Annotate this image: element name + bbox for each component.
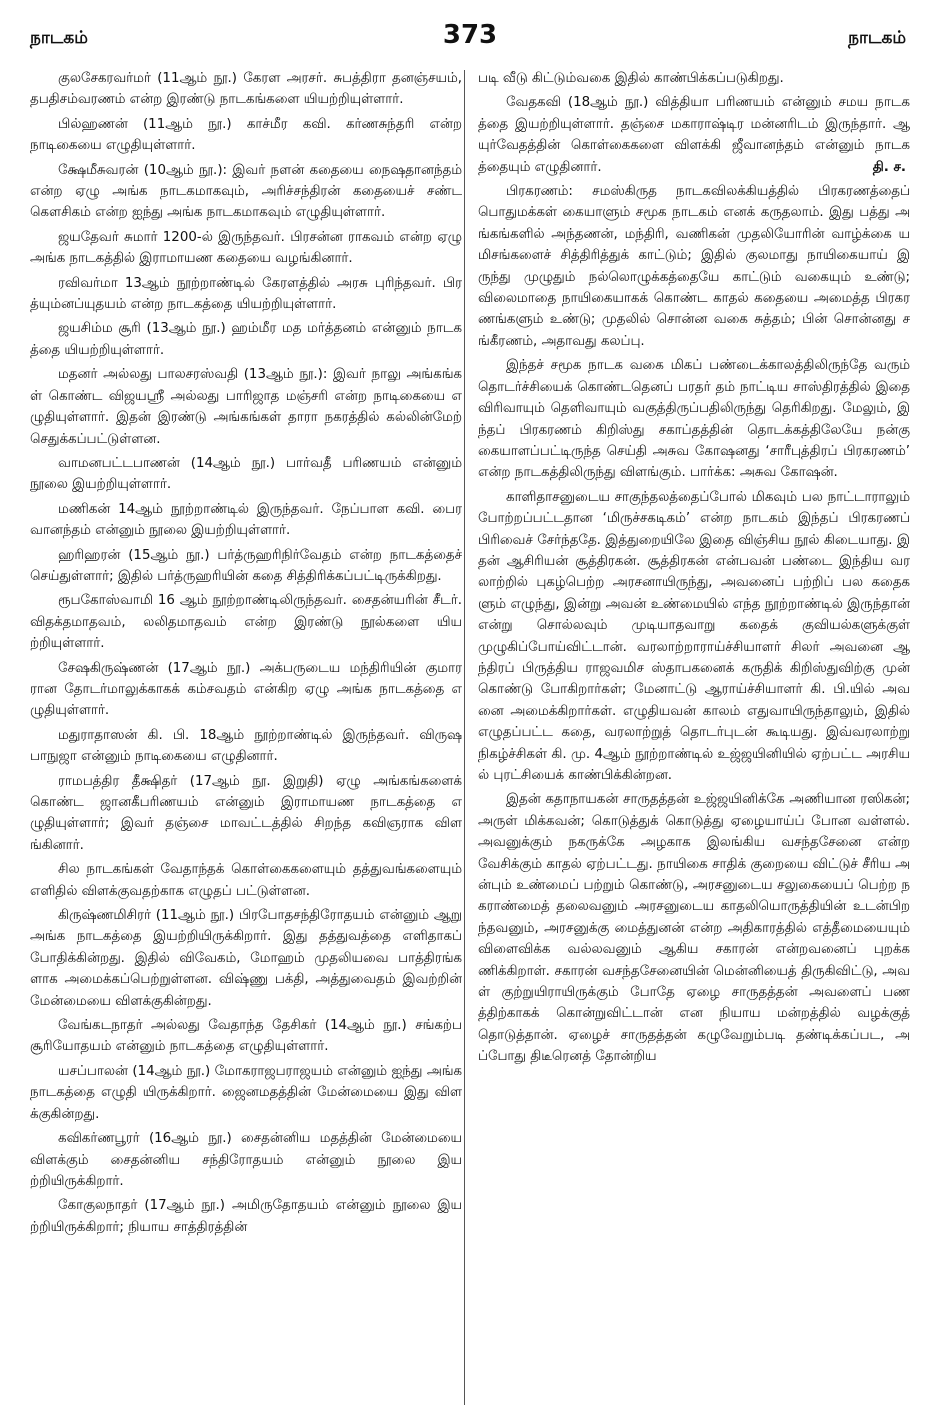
left-column: [30, 68, 462, 1413]
paragraph-charudatta: இதன் கதாநாயகன் சாருதத்தன் உஜ்ஜயினிக்கே அணியான ரஸிகன்; அருள் மிக்கவன்; கொடுத்துக் கொடுத்து ஏழையாய்ப் போன வள்ளல். அவனுக்கும் நகருக்கே அழகாக இலங்கிய வசந்தசேனை என்ற வேசிக்கும் காதல் ஏற்பட்டது. நாயிகை சாதிக் குறையை விட்டுச் சீரிய அன்பும் உண்மைப் பற்றும் கொண்டு, அரசனுடைய சலுகையைப் பெற்ற நகராண்மைத் தலைவனும் அரசனுடைய காதலியொருத்தியின் உடன்பிறந்தவனும், அரசனுக்கு மைத்துனன் என்ற அதிகாரத்தில் எத்தீமையையும் விளைவிக்க வல்லவனும் ஆகிய சகாரன் என்றவனைப் புறக்கணிக்கிறாள். சகாரன் வசந்தசேனையின் மென்னியைத் திருகிவிட்டு, அவள் குற்றுயிராயிருக்கும் போதே ஏழை சாருதத்தன் அவளைப் பணத்திற்காகக் கொன்றுவிட்டான் என நியாய மன்றத்தில் வழக்குத் தொடுத்தான். ஏழைச் சாருதத்தன் கழுவேறும்படி தண்டிக்கப்பட, அப்போது திடீரெனத் தோன்றிய: [478, 792, 910, 1065]
paragraph-gokulanatha: கோகுலநாதர் (17ஆம் நூ.) அமிருதோதயம் என்னும் நூலை இயற்றியிருக்கிறார்; நியாய சாத்திரத்தின்: [30, 1198, 462, 1235]
paragraph-vamana-bhatta-bana: வாமனபட்டபாணன் (14ஆம் நூ.) பார்வதீ பரிணயம் என்னும் நூலை இயற்றியுள்ளார்.: [30, 455, 462, 493]
page-number: 373: [442, 20, 498, 50]
page-header: [0, 0, 940, 60]
paragraph-kshemisvara: க்ஷேமீசுவரன் (10ஆம் நூ.): இவர் நளன் கதையை நைஷதானந்தம் என்ற ஏழு அங்க நாடகமாகவும், அரிச்சந்திரன் கதையைச் சண்ட கௌசிகம் என்ற ஐந்து அங்க நாடகமாகவும் எழுதியுள்ளார்.: [30, 162, 462, 221]
column-divider: [464, 70, 465, 1405]
paragraph-prakarana: பிரகரணம்: சமஸ்கிருத நாடகவிலக்கியத்தில் பிரகரணத்தைப் பொதுமக்கள் கையாளும் சமூக நாடகம் எனக் கருதலாம். இது பத்து அங்கங்களில் அந்தணன், மந்திரி, வணிகன் முதலியோரின் வாழ்க்கை யமிசங்களைச் சித்திரித்துக் காட்டும்; இதில் குலமாது நாயிகையாய் இருந்து முழுதும் நல்லொழுக்கத்தையே காட்டும் வகையும் உண்டு; விலைமாதை நாயிகையாகக் கொண்ட காதல் கதையை அமைத்த பிரகரணங்களும் உண்டு; முதலில் சொன்ன வகை சுத்தம்; பின் சொன்னது சங்கீரணம், அதாவது கலப்பு.: [478, 184, 910, 349]
paragraph-continuation: படி வீடு கிட்டும்வகை இதில் காண்பிக்கப்படுகிறது.: [478, 71, 784, 86]
paragraph-jayadeva: ஜயதேவர் சுமார் 1200-ல் இருந்தவர். பிரசன்ன ராகவம் என்ற ஏழு அங்க நாடகத்தில் இராமாயண கதையை வழங்கினார்.: [30, 229, 462, 267]
paragraph-madana: மதனர் அல்லது பாலசரஸ்வதி (13ஆம் நூ.): இவர் நாலு அங்கங்கள் கொண்ட விஜயஸ்ரீ அல்லது பாரிஜாத மஞ்சரி என்ற நாடிகையை எழுதியுள்ளார். இதன் இரண்டு அங்கங்கள் தாரா நகரத்தில் கல்லின்மேற் செதுக்கப்பட்டுள்ளன.: [30, 367, 462, 447]
paragraph-yasapala: யசப்பாலன் (14ஆம் நூ.) மோகராஜபராஜயம் என்னும் ஐந்து அங்க நாடகத்தை எழுதி யிருக்கிறார். ஜைனமதத்தின் மேன்மையை இது விளக்குகின்றது.: [30, 1063, 462, 1122]
paragraph-manika: மணிகன் 14ஆம் நூற்றாண்டில் இருந்தவர். நேப்பாள கவி. பைரவானந்தம் என்னும் நூலை இயற்றியுள்ளார்.: [30, 501, 462, 539]
paragraph-social-drama: இந்தச் சமூக நாடக வகை மிகப் பண்டைக்காலத்திலிருந்தே வரும் தொடர்ச்சியைக் கொண்டதெனப் பரதர் தம் நாட்டிய சாஸ்திரத்தில் இதை விரிவாயும் தெளிவாயும் வகுத்திருப்பதிலிருந்து தெரிகிறது. மேலும், இந்தப் பிரகரணம் கிறிஸ்து சகாப்தத்தின் தொடக்கத்திலேயே நன்கு கையாளப்பட்டிருந்த செய்தி அசுவ கோஷனது ‘சாரீபுத்திரப் பிரகரணம்’ என்ற நாடகத்திலிருந்து விளங்கும். பார்க்க: அசுவ கோஷன்.: [478, 358, 910, 481]
paragraph-ramabhadra-dikshita: ராமபத்திர தீக்ஷிதர் (17ஆம் நூ. இறுதி) ஏழு அங்கங்களைக் கொண்ட ஜானகீபரிணயம் என்னும் இராமாயண நாடகத்தை எழுதியுள்ளார்; இவர் தஞ்சை மாவட்டத்தில் சிறந்த கவிஞராக விளங்கினார்.: [30, 773, 462, 853]
paragraph-vedakavi-text: வேதகவி (18ஆம் நூ.) வித்தியா பரிணயம் என்னும் சமய நாடகத்தை இயற்றியுள்ளார். தஞ்சை மகாராஷ்டிர மன்னரிடம் இருந்தார். ஆயுர்வேதத்தின் கொள்கைகளை விளக்கி ஜீவானந்தம் என்னும் நாடகத்தையும் எழுதினார்.: [478, 95, 910, 175]
paragraph-mathuradasa: மதுராதாஸன் கி. பி. 18ஆம் நூற்றாண்டில் இருந்தவர். விருஷபாநுஜா என்னும் நாடிகையை எழுதினார்.: [30, 727, 462, 765]
paragraph-jayasimha-suri: ஜயசிம்ம சூரி (13ஆம் நூ.) ஹம்மீர மத மர்த்தனம் என்னும் நாடகத்தை யியற்றியுள்ளார்.: [30, 321, 462, 358]
running-head-left: நாடகம்: [30, 28, 88, 48]
paragraph-harihara: ஹரிஹரன் (15ஆம் நூ.) பர்த்ருஹரிநிர்வேதம் என்ற நாடகத்தைச் செய்துள்ளார்; இதில் பர்த்ருஹரியின் கதை சித்திரிக்கப்பட்டிருக்கிறது.: [30, 547, 462, 584]
paragraph-kavikarnapura: கவிகர்ணபூரர் (16ஆம் நூ.) சைதன்னிய மதத்தின் மேன்மையை விளக்கும் சைதன்னிய சந்திரோதயம் என்னும் நூலை இயற்றியிருக்கிறார்.: [30, 1131, 462, 1189]
paragraph-rupa-goswami: ரூபகோஸ்வாமி 16 ஆம் நூற்றாண்டிலிருந்தவர். சைதன்யரின் சீடர். விதக்தமாதவம், லலிதமாதவம் என்ற இரண்டு நூல்களை யியற்றியுள்ளார்.: [30, 593, 462, 652]
paragraph-kulasekharavarmar: குலசேகரவர்மர் (11ஆம் நூ.) கேரள அரசர். சுபத்திரா தனஞ்சயம், தபதிசம்வரணம் என்ற இரண்டு நாடகங்களை யியற்றியுள்ளார்.: [30, 71, 462, 108]
right-column: [478, 68, 910, 1413]
paragraph-mrichchakatika: காளிதாசனுடைய சாகுந்தலத்தைப்போல் மிகவும் பல நாட்டாராலும் போற்றப்பட்டதான ‘மிருச்சகடிகம்’ என்ற நாடகம் இந்தப் பிரகரணப் பிரிவைச் சேர்ந்ததே. இத்துறையிலே இதை விஞ்சிய நூல் கிடையாது. இதன் ஆசிரியன் சூத்திரகன். சூத்திரகன் என்பவன் பண்டை இந்திய வரலாற்றில் புகழ்பெற்ற அரசனாயிருந்து, அவனைப் பற்றிப் பல கதைகளும் எழுந்து, இன்று அவன் உண்மையில் எந்த நூற்றாண்டில் இருந்தான் என்று சொல்லவும் முடியாதவாறு கதைக் குவியல்களுக்குள் முழுகிப்போய்விட்டான். வரலாற்றாராய்ச்சியாளர் சிலர் அவனை ஆந்திரப் பிருத்திய ராஜவமிச ஸ்தாபகனைக் கருதிக் கிறிஸ்துவிற்கு முன் கொண்டு போகிறார்கள்; மேனாட்டு ஆராய்ச்சியாளர் கி. பி.யில் அவனை அமைக்கிறார்கள். எழுதியவன் காலம் எதுவாயிருந்தாலும், இதில் எழுதப்பட்ட கதை, வரலாற்றுத் தொடர்புடன் கூடியது. இவ்வரலாற்று நிகழ்ச்சிகள் கி. மு. 4ஆம் நூற்றாண்டில் உஜ்ஜயினியில் ஏற்பட்ட அரசியல் புரட்சியைக் காண்பிக்கின்றன.: [478, 489, 910, 783]
paragraph-ravivarma: ரவிவர்மா 13ஆம் நூற்றாண்டில் கேரளத்தில் அரசு புரிந்தவர். பிரத்யும்னப்யுதயம் என்ற நாடகத்தை யியற்றியுள்ளார்.: [30, 275, 462, 313]
paragraph-vedakavi: [478, 92, 910, 178]
running-head-right: நாடகம்: [848, 28, 906, 48]
paragraph-vedanta-desika: வேங்கடநாதர் அல்லது வேதாந்த தேசிகர் (14ஆம் நூ.) சங்கற்ப சூரியோதயம் என்னும் நாடகத்தை எழுதியுள்ளார்.: [30, 1018, 462, 1055]
paragraph-krishna-misra: கிருஷ்ணமிசிரர் (11ஆம் நூ.) பிரபோதசந்திரோதயம் என்னும் ஆறு அங்க நாடகத்தை இயற்றியிருக்கிறார். இது தத்துவத்தை எளிதாகப் போதிக்கின்றது. இதில் விவேகம், மோஹம் முதலியவை பாத்திரங்களாக அமைக்கப்பெற்றுள்ளன. விஷ்ணு பக்தி, அத்துவைதம் இவற்றின் மேன்மையை விளக்குகின்றது.: [30, 908, 462, 1009]
author-signature: தி. ச.: [872, 159, 906, 175]
paragraph-sesha-krishna: சேஷகிருஷ்ணன் (17ஆம் நூ.) அக்பருடைய மந்திரியின் குமாரரான தோடர்மாலுக்காகக் கம்சவதம் என்கிற ஏழு அங்க நாடகத்தை எழுதியுள்ளார்.: [30, 660, 462, 719]
paragraph-vedanta-dramas: சில நாடகங்கள் வேதாந்தக் கொள்கைகளையும் தத்துவங்களையும் எளிதில் விளக்குவதற்காக எழுதப் பட்டுள்ளன.: [30, 862, 462, 899]
paragraph-bilhana: பில்ஹணன் (11ஆம் நூ.) காச்மீர கவி. கர்ணசுந்தரி என்ற நாடிகையை எழுதியுள்ளார்.: [30, 116, 462, 154]
